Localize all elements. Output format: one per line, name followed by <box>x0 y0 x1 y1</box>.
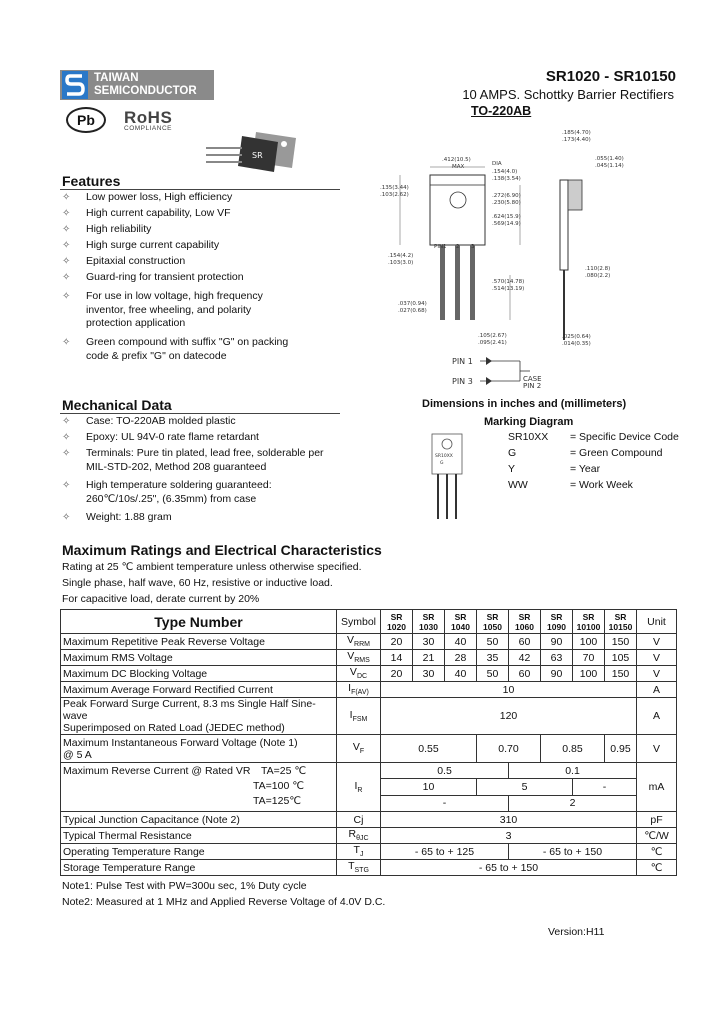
bullet-icon: ✧ <box>62 291 71 302</box>
table-header-row <box>61 610 677 634</box>
svg-text:.045(1.14): .045(1.14) <box>595 163 624 169</box>
dimension-drawing <box>370 125 690 395</box>
header-unit: Unit <box>637 610 677 634</box>
svg-text:.624(15.9): .624(15.9) <box>492 214 521 220</box>
bullet-icon: ✧ <box>62 416 71 427</box>
bullet-icon: ✧ <box>62 272 71 283</box>
svg-text:.095(2.41): .095(2.41) <box>478 340 507 346</box>
marking-desc: = Year <box>570 463 601 475</box>
header-part: SR 1090 <box>541 610 573 634</box>
table-row: - 2 <box>61 795 677 811</box>
bullet-icon: ✧ <box>62 192 71 203</box>
header-part: SR 1060 <box>509 610 541 634</box>
svg-text:.037(0.94): .037(0.94) <box>398 301 427 307</box>
header-part: SR 1030 <box>413 610 445 634</box>
svg-text:.014(0.35): .014(0.35) <box>562 341 591 347</box>
table-row: Operating Temperature Range $T_J$ - 65 to + 125 - 65 to + 150 ℃ <box>61 844 677 860</box>
ratings-table <box>60 609 677 876</box>
table-row: Maximum Average Forward Rectified Current $I_{F(AV)}$ 10 A <box>61 682 677 698</box>
bullet-icon: ✧ <box>62 432 71 443</box>
svg-text:.055(1.40): .055(1.40) <box>595 156 624 162</box>
svg-text:.154(4.0): .154(4.0) <box>492 169 518 175</box>
note-2: Note2: Measured at 1 MHz and Applied Reverse Voltage of 4.0V D.C. <box>62 896 386 908</box>
table-row: Storage Temperature Range $T_{STG}$ - 65 to + 150 ℃ <box>61 860 677 876</box>
svg-text:.105(2.67): .105(2.67) <box>478 333 507 339</box>
pb-free-badge: Pb <box>66 107 106 133</box>
header-part: SR 1020 <box>381 610 413 634</box>
bullet-icon: ✧ <box>62 224 71 235</box>
bullet-icon: ✧ <box>62 208 71 219</box>
package-name: TO-220AB <box>471 104 532 118</box>
marking-desc: = Work Week <box>570 479 633 491</box>
svg-text:2: 2 <box>456 244 460 250</box>
svg-text:PIN 3: PIN 3 <box>452 377 473 386</box>
svg-text:.138(3.54): .138(3.54) <box>492 176 521 182</box>
svg-text:PIN 2: PIN 2 <box>523 382 542 390</box>
marking-code: Y <box>508 463 516 475</box>
marking-package-drawing <box>430 424 470 522</box>
rating-condition: For capacitive load, derate current by 20% <box>62 593 260 605</box>
svg-text:.154(4.2): .154(4.2) <box>388 253 414 259</box>
svg-text:.025(0.64): .025(0.64) <box>562 334 591 340</box>
table-row: Maximum Instantaneous Forward Voltage (Note 1) @ 5 A $V_F$ 0.55 0.70 0.85 0.95 V <box>61 735 677 763</box>
svg-text:.185(4.70): .185(4.70) <box>562 130 591 136</box>
svg-text:.570(14.78): .570(14.78) <box>492 279 525 285</box>
table-row: Maximum DC Blocking Voltage $V_{DC}$ 20 30 40 50 60 90 100 150 V <box>61 666 677 682</box>
rohs-compliance-text: COMPLIANCE <box>124 125 172 132</box>
package-photo <box>196 128 306 176</box>
svg-text:.569(14.9): .569(14.9) <box>492 221 521 227</box>
svg-text:G: G <box>440 461 444 466</box>
svg-text:.103(3.0): .103(3.0) <box>388 260 414 266</box>
svg-text:MAX: MAX <box>452 164 465 170</box>
bullet-icon: ✧ <box>62 256 71 267</box>
table-row: Typical Thermal Resistance $R_{\theta JC}$ 3 ℃/W <box>61 828 677 844</box>
note-1: Note1: Pulse Test with PW=300u sec, 1% Duty cycle <box>62 880 307 892</box>
ratings-heading: Maximum Ratings and Electrical Characteristics <box>62 542 382 558</box>
table-row: Peak Forward Surge Current, 8.3 ms Single Half Sine-wave Superimposed on Rated Load (JEDEC method) $I_{FSM}$ 120 A <box>61 698 677 735</box>
svg-text:.080(2.2): .080(2.2) <box>585 273 611 279</box>
table-row: Maximum Repetitive Peak Reverse Voltage $V_{RRM}$ 20 30 40 50 60 90 100 150 V <box>61 634 677 650</box>
product-subtitle: 10 AMPS. Schottky Barrier Rectifiers <box>462 87 674 102</box>
rohs-logo: RoHS <box>124 108 173 127</box>
svg-text:.027(0.68): .027(0.68) <box>398 308 427 314</box>
table-row: 10 5 - <box>61 779 677 795</box>
table-row: Maximum Reverse Current @ Rated VR TA=25 ℃ TA=100 ℃ TA=125℃ $I_R$ 0.5 0.1 mA <box>61 763 677 779</box>
svg-text:.173(4.40): .173(4.40) <box>562 137 591 143</box>
svg-text:.514(13.19): .514(13.19) <box>492 286 525 292</box>
rating-condition: Rating at 25 ℃ ambient temperature unless otherwise specified. <box>62 561 362 573</box>
svg-text:SR10XX: SR10XX <box>435 454 453 459</box>
features-list: ✧ Low power loss, High efficiency ✧ High current capability, Low VF ✧ High reliability ✧ High surge current capability ✧ Epitaxial construction ✧ Guard-ring for transient protection ✧ For use in low voltage, high frequency inventor, free wheeling, and polarity protection application ✧ Green compound with suffix "G" on packing code & prefix "G" on datecode <box>62 191 289 362</box>
svg-text:PIN 1: PIN 1 <box>452 357 473 366</box>
part-number-title: SR1020 - SR10150 <box>545 68 676 85</box>
marking-diagram-title: Marking Diagram <box>484 416 574 428</box>
svg-text:3: 3 <box>471 244 475 250</box>
divider <box>60 189 340 190</box>
header-part: SR 1050 <box>477 610 509 634</box>
table-row: Typical Junction Capacitance (Note 2) Cj 310 pF <box>61 812 677 828</box>
header-part: SR 1040 <box>445 610 477 634</box>
bullet-icon: ✧ <box>62 240 71 251</box>
mechanical-heading: Mechanical Data <box>62 397 172 413</box>
bullet-icon: ✧ <box>62 337 71 348</box>
svg-text:.110(2.8): .110(2.8) <box>585 266 611 272</box>
logo-text: TAIWAN SEMICONDUCTOR <box>94 72 197 97</box>
marking-desc: = Green Compound <box>570 447 663 459</box>
chip-marking: SR <box>252 151 263 160</box>
bullet-icon: ✧ <box>62 480 71 491</box>
features-heading: Features <box>62 173 121 189</box>
marking-code: SR10XX <box>508 431 549 443</box>
svg-text:.230(5.80): .230(5.80) <box>492 200 521 206</box>
logo-mark-icon <box>62 71 88 99</box>
header-type-number: Type Number <box>61 610 337 634</box>
svg-text:CASE: CASE <box>523 375 542 383</box>
svg-text:DIA: DIA <box>492 161 502 167</box>
table-row: Maximum RMS Voltage $V_{RMS}$ 14 21 28 35 42 63 70 105 V <box>61 650 677 666</box>
svg-text:.272(6.90): .272(6.90) <box>492 193 521 199</box>
rating-condition: Single phase, half wave, 60 Hz, resistive or inductive load. <box>62 577 333 589</box>
svg-text:.412(10.5): .412(10.5) <box>442 157 471 163</box>
divider <box>60 413 340 414</box>
marking-desc: = Specific Device Code <box>570 431 679 443</box>
marking-code: G <box>508 447 517 459</box>
version-label: Version:H11 <box>548 926 605 938</box>
header-part: SR 10150 <box>605 610 637 634</box>
header-symbol: Symbol <box>337 610 381 634</box>
header-part: SR 10100 <box>573 610 605 634</box>
bullet-icon: ✧ <box>62 512 71 523</box>
dimensions-title: Dimensions in inches and (millimeters) <box>422 398 627 410</box>
marking-code: WW <box>508 479 528 491</box>
svg-text:.135(3.44): .135(3.44) <box>380 185 409 191</box>
mechanical-list: ✧ Case: TO-220AB molded plastic ✧ Epoxy: UL 94V-0 rate flame retardant ✧ Terminals: Pure tin plated, lead free, solderable per MIL-STD-202, Method 208 guaranteed ✧ High temperature soldering guaranteed: 260℃/10s/.25", (6.35mm) from case ✧ Weight: 1.88 gram <box>62 415 324 523</box>
svg-text:.103(2.62): .103(2.62) <box>380 192 409 198</box>
bullet-icon: ✧ <box>62 448 71 459</box>
svg-text:PIN1: PIN1 <box>434 244 447 250</box>
